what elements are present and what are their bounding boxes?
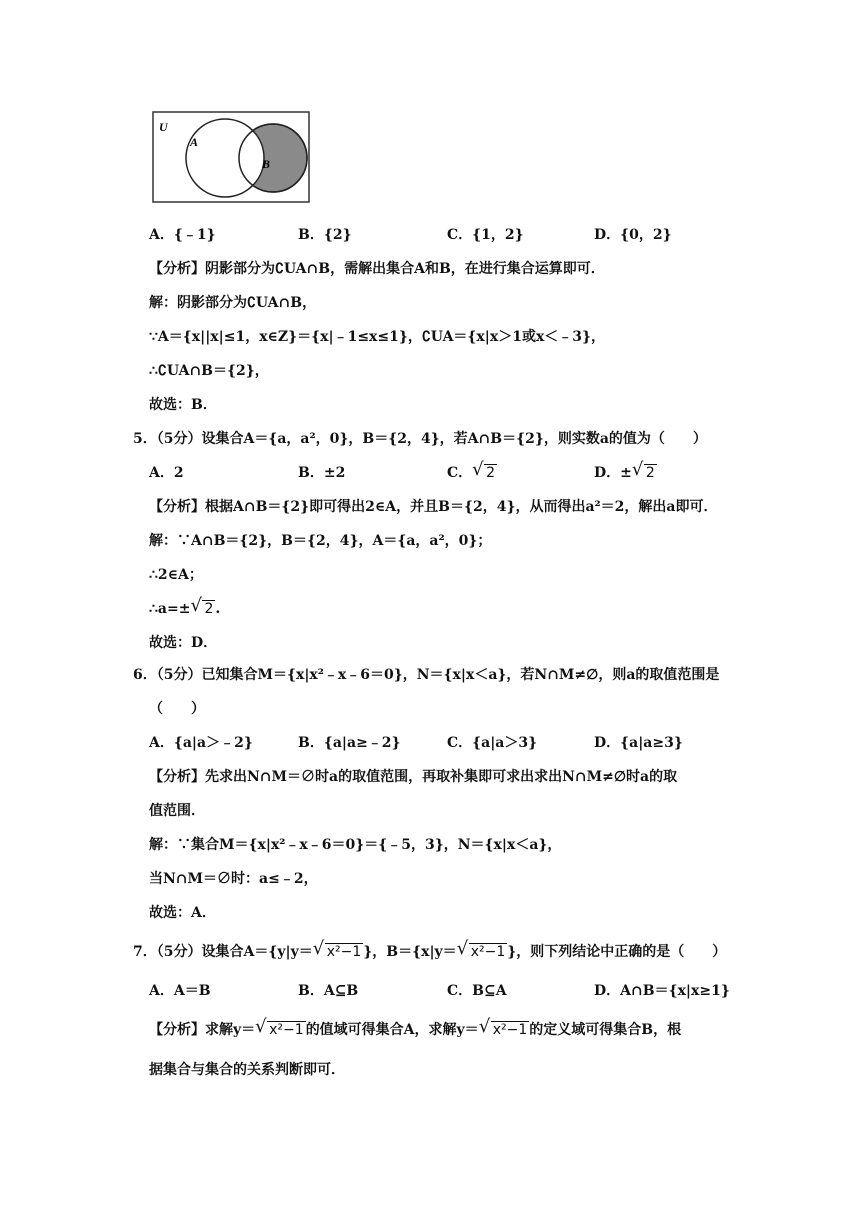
q6-solution-1: 解：∵集合M＝{x|x²﹣x﹣6＝0}＝{﹣5，3}，N＝{x|x＜a}， [149, 837, 562, 853]
q5-analysis: 【分析】根据A∩B＝{2}即可得出2∈A，并且B＝{2，4}，从而得出a²＝2，解出a即可． [149, 499, 718, 515]
q6-solution-2: 当N∩M＝∅时：a≤﹣2， [149, 871, 318, 887]
q7-option-a: A．A＝B [149, 983, 211, 999]
q5-solution-3: ∴a=± √ 2 . [149, 595, 221, 617]
q5-option-b: B．±2 [298, 465, 346, 481]
q5-solution-2: ∴2∈A； [149, 567, 203, 583]
q4-analysis: 【分析】阴影部分为∁UA∩B，需解出集合A和B，在进行集合运算即可． [149, 261, 605, 277]
a-label: A [190, 135, 199, 149]
q6-option-d: D．{a|a≥3} [594, 735, 683, 751]
b-label: B [262, 157, 271, 171]
q6-answer: 故选：A． [149, 905, 216, 921]
q4-answer: 故选：B． [149, 397, 217, 413]
q7-option-b: B．A⊆B [298, 983, 359, 999]
q5-option-d: D．± √ 2 [594, 459, 655, 481]
q6-option-b: B．{a|a≥﹣2} [298, 735, 401, 751]
q4-option-c: C．{1，2} [447, 227, 524, 243]
q4-option-d: D．{0，2} [594, 227, 672, 243]
q6-analysis-2: 值范围． [149, 803, 205, 819]
venn-diagram [152, 111, 310, 203]
q4-solution-1: 解：阴影部分为∁UA∩B， [149, 295, 317, 311]
q6-stem: 6．（5分）已知集合M＝{x|x²﹣x﹣6＝0}，N＝{x|x＜a}，若N∩M≠∅，则a的取值范围是 [133, 667, 720, 683]
u-label: U [159, 120, 168, 134]
q7-analysis-2: 据集合与集合的关系判断即可． [149, 1062, 345, 1078]
q6-option-a: A．{a|a＞﹣2} [149, 735, 253, 751]
q4-solution-3: ∴∁UA∩B＝{2}， [149, 363, 269, 379]
q5-option-a: A．2 [149, 465, 184, 481]
q4-option-b: B．{2} [298, 227, 352, 243]
q4-option-a: A．{﹣1} [149, 227, 216, 243]
q6-option-c: C．{a|a＞3} [447, 735, 538, 751]
q5-solution-1: 解：∵A∩B＝{2}，B＝{2，4}，A＝{a，a²，0}； [149, 533, 492, 549]
q7-option-c: C．B⊆A [447, 983, 507, 999]
q6-stem-cont: （ ） [149, 701, 205, 717]
q7-option-d: D．A∩B＝{x|x≥1} [594, 983, 730, 999]
q6-analysis-1: 【分析】先求出N∩M＝∅时a的取值范围，再取补集即可求出求出N∩M≠∅时a的取 [149, 769, 678, 785]
q4-solution-2: ∵A＝{x||x|≤1，x∈Z}＝{x|﹣1≤x≤1}，∁UA＝{x|x＞1或x＜﹣3}， [149, 329, 606, 345]
q5-option-c: C． √ 2 [447, 459, 496, 481]
q7-stem: 7．（5分）设集合A＝{y|y＝ √ x²−1 }，B＝{x|y＝ √ x²−1 }，则下列结论中正确的是（ ） [133, 938, 727, 960]
q5-stem: 5．（5分）设集合A＝{a，a²，0}，B＝{2，4}，若A∩B＝{2}，则实数a的值为（ ） [133, 431, 707, 447]
q5-answer: 故选：D． [149, 635, 218, 651]
q7-analysis-1: 【分析】求解y＝ √ x²−1 的值域可得集合A，求解y＝ √ x²−1 的定义域可得集合B，根 [149, 1016, 682, 1038]
